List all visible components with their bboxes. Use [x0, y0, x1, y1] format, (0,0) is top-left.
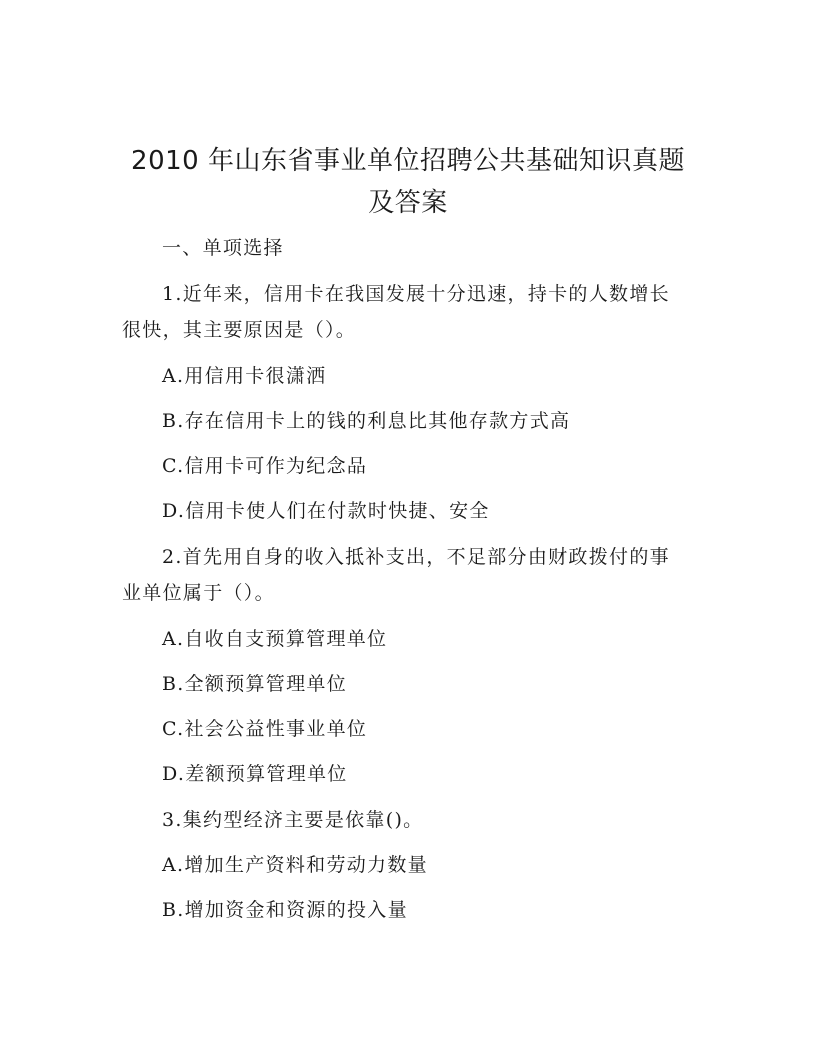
question-2-option-a: A.自收自支预算管理单位: [162, 628, 388, 650]
section-heading: 一、单项选择: [162, 237, 284, 259]
question-3-option-a: A.增加生产资料和劳动力数量: [162, 854, 428, 876]
question-3-stem-line-1: 3.集约型经济主要是依靠()。: [162, 809, 424, 831]
question-2-option-d: D.差额预算管理单位: [162, 763, 348, 785]
title-line-2: 及答案: [368, 188, 448, 218]
question-2-stem-line-2: 业单位属于（）。: [122, 582, 275, 604]
question-2-option-b: B.全额预算管理单位: [162, 673, 348, 695]
question-3-option-b: B.增加资金和资源的投入量: [162, 899, 408, 921]
question-1-stem-line-1: 1.近年来，信用卡在我国发展十分迅速，持卡的人数增长: [162, 283, 670, 305]
question-1-option-c: C.信用卡可作为纪念品: [162, 455, 368, 477]
title-line-1: 2010 年山东省事业单位招聘公共基础知识真题: [131, 146, 685, 176]
question-2-option-c: C.社会公益性事业单位: [162, 718, 368, 740]
question-1-option-b: B.存在信用卡上的钱的利息比其他存款方式高: [162, 410, 571, 432]
question-1-option-a: A.用信用卡很潇洒: [162, 365, 327, 387]
question-1-option-d: D.信用卡使人们在付款时快捷、安全: [162, 500, 490, 522]
question-1-stem-line-2: 很快，其主要原因是（）。: [122, 319, 357, 341]
document-title: [110, 140, 706, 224]
question-2-stem-line-1: 2.首先用自身的收入抵补支出，不足部分由财政拨付的事: [162, 546, 670, 568]
